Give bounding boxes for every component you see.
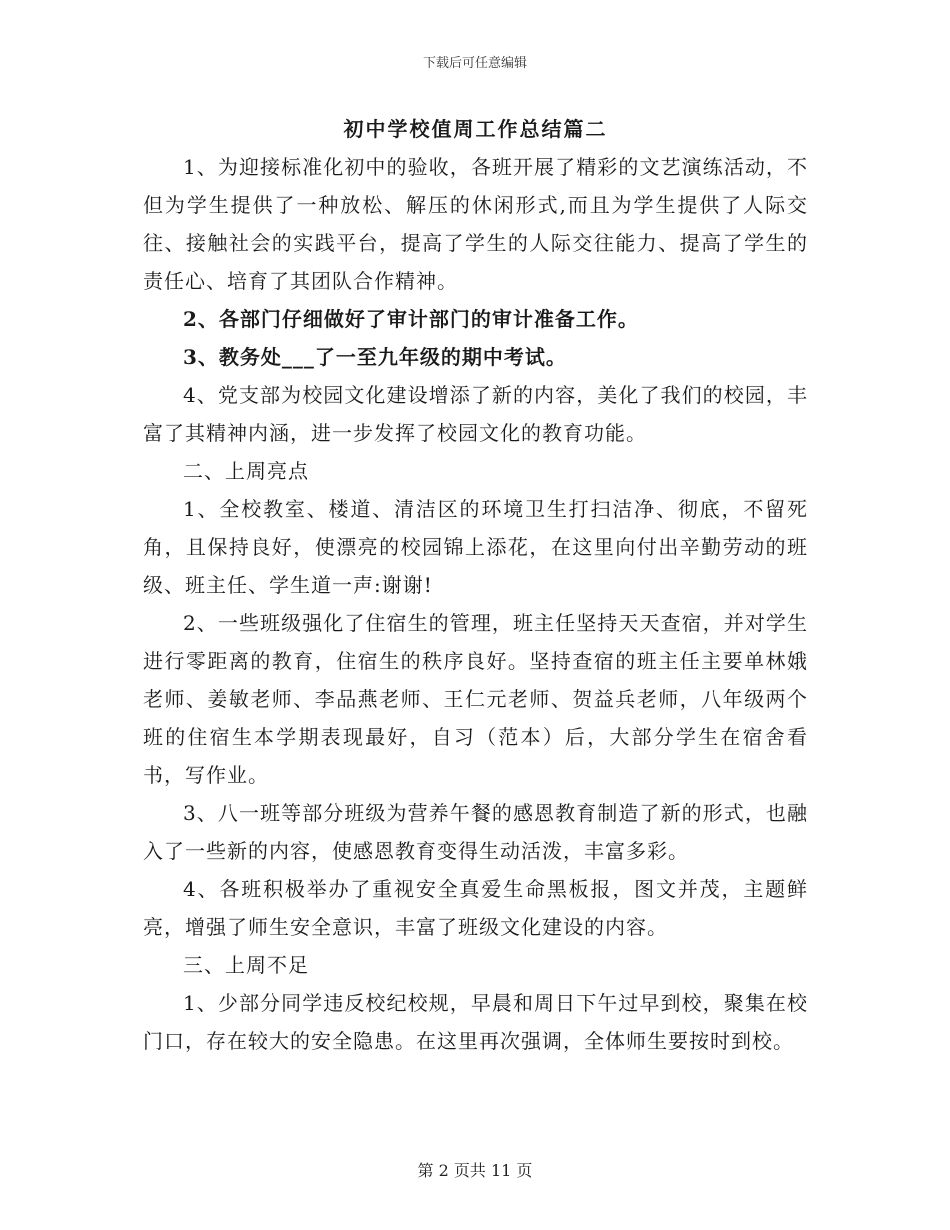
paragraph-3: 3、教务处___了一至九年级的期中考试。 bbox=[183, 345, 567, 369]
highlight-paragraph-1: 1、全校教室、楼道、清洁区的环境卫生打扫洁净、彻底，不留死角，且保持良好，使漂亮的校园锦上添花，在这里向付出辛勤劳动的班级、班主任、学生道一声:谢谢! bbox=[143, 497, 808, 597]
document-body bbox=[143, 111, 808, 1060]
page-header-note: 下载后可任意编辑 bbox=[422, 56, 527, 71]
paragraph-2: 2、各部门仔细做好了审计部门的审计准备工作。 bbox=[183, 307, 639, 331]
paragraph-1: 1、为迎接标准化初中的验收，各班开展了精彩的文艺演练活动，不但为学生提供了一种放松、解压的休闲形式,而且为学生提供了人际交往、接触社会的实践平台，提高了学生的人际交往能力、提高了学生的责任心、培育了其团队合作精神。 bbox=[143, 155, 808, 293]
highlight-paragraph-4: 4、各班积极举办了重视安全真爱生命黑板报，图文并茂，主题鲜亮，增强了师生安全意识，丰富了班级文化建设的内容。 bbox=[143, 877, 808, 939]
section-heading-shortcomings: 三、上周不足 bbox=[183, 953, 309, 977]
section-heading-highlights: 二、上周亮点 bbox=[183, 459, 309, 483]
page-number-footer: 第 2 页共 11 页 bbox=[417, 1161, 533, 1180]
document-title: 初中学校值周工作总结篇二 bbox=[343, 117, 608, 141]
highlight-paragraph-3: 3、八一班等部分班级为营养午餐的感恩教育制造了新的形式，也融入了一些新的内容，使感恩教育变得生动活泼，丰富多彩。 bbox=[143, 801, 808, 863]
paragraph-4: 4、党支部为校园文化建设增添了新的内容，美化了我们的校园，丰富了其精神内涵，进一步发挥了校园文化的教育功能。 bbox=[143, 383, 808, 445]
highlight-paragraph-2: 2、一些班级强化了住宿生的管理，班主任坚持天天查宿，并对学生进行零距离的教育，住宿生的秩序良好。坚持查宿的班主任主要单林娥老师、姜敏老师、李品燕老师、王仁元老师、贺益兵老师，八年级两个班的住宿生本学期表现最好，自习（范本）后，大部分学生在宿舍看书，写作业。 bbox=[143, 611, 808, 787]
shortcoming-paragraph-1: 1、少部分同学违反校纪校规，早晨和周日下午过早到校，聚集在校门口，存在较大的安全隐患。在这里再次强调，全体师生要按时到校。 bbox=[143, 991, 808, 1053]
